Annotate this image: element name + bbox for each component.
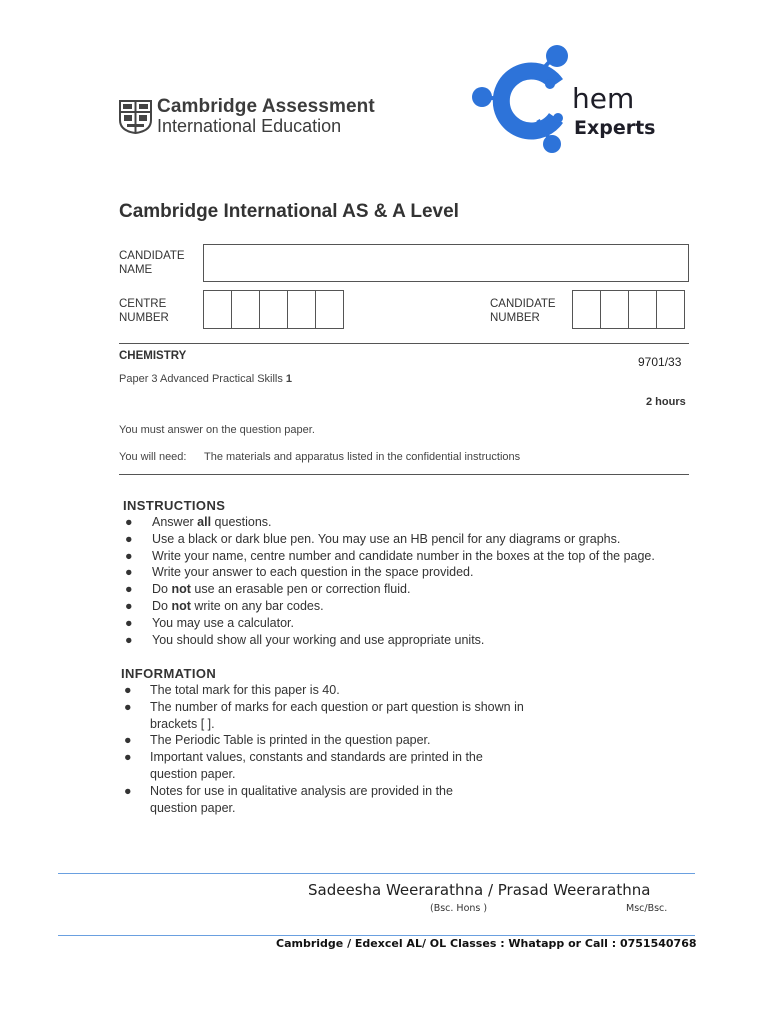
instruction-text: questions. bbox=[211, 515, 272, 529]
paper-code: 9701/33 bbox=[638, 355, 682, 369]
information-text: The Periodic Table is printed in the question paper. bbox=[150, 733, 431, 748]
subject: CHEMISTRY bbox=[119, 350, 187, 362]
chem-logo-text: hem bbox=[572, 82, 635, 115]
candidate-number-cell[interactable] bbox=[572, 290, 601, 329]
instruction-text: Do bbox=[152, 582, 172, 597]
paper-number: 1 bbox=[285, 373, 293, 385]
instruction-item bbox=[121, 548, 711, 565]
bullet: ● bbox=[124, 750, 132, 765]
need-label: You will need: bbox=[119, 451, 187, 463]
candidate-number-cell[interactable] bbox=[628, 290, 657, 329]
information-title: INFORMATION bbox=[121, 666, 217, 681]
candidate-number-label bbox=[490, 297, 556, 325]
information-item bbox=[120, 732, 600, 749]
candidate-number-boxes[interactable] bbox=[572, 290, 685, 329]
information-list bbox=[120, 682, 600, 816]
centre-number-label-line1: CENTRE bbox=[119, 298, 167, 310]
instruction-item bbox=[121, 564, 711, 581]
instruction-item bbox=[121, 581, 711, 598]
centre-number-cell[interactable] bbox=[231, 290, 260, 329]
centre-number-cell[interactable] bbox=[203, 290, 232, 329]
instruction-text: Write your answer to each question in the space provided. bbox=[152, 565, 474, 580]
instruction-bold: all bbox=[197, 515, 212, 529]
instruction-text: Do bbox=[152, 598, 172, 613]
instruction-item bbox=[121, 531, 711, 548]
footer-divider bbox=[58, 873, 695, 874]
chem-logo-subtext: Experts bbox=[574, 117, 656, 139]
instruction-item bbox=[121, 615, 711, 632]
instruction-text: write on any bar codes. bbox=[190, 598, 324, 613]
answer-note: You must answer on the question paper. bbox=[119, 424, 315, 436]
bullet: ● bbox=[125, 548, 133, 563]
information-item bbox=[120, 699, 600, 733]
cambridge-shield-icon bbox=[119, 100, 152, 134]
centre-number-label bbox=[119, 297, 169, 325]
paper-title bbox=[119, 373, 292, 385]
information-text: Notes for use in qualitative analysis are provided in the bbox=[150, 783, 453, 798]
author-names: Sadeesha Weerarathna / Prasad Weerarathna bbox=[308, 881, 651, 899]
candidate-number-label-line1: CANDIDATE bbox=[490, 298, 556, 310]
instruction-bold: not bbox=[171, 582, 191, 597]
candidate-name-label bbox=[119, 249, 185, 277]
candidate-number-cell[interactable] bbox=[656, 290, 685, 329]
divider bbox=[119, 343, 689, 344]
information-text: The number of marks for each question or part question is shown in bbox=[150, 699, 524, 714]
bullet: ● bbox=[125, 565, 133, 580]
exam-title: Cambridge International AS & A Level bbox=[119, 201, 459, 222]
candidate-name-label-line2: NAME bbox=[119, 264, 153, 276]
bullet: ● bbox=[124, 783, 132, 798]
paper-title-text: Paper 3 Advanced Practical Skills bbox=[119, 373, 286, 385]
instruction-item bbox=[121, 632, 711, 649]
bullet: ● bbox=[125, 598, 133, 613]
instruction-text: use an erasable pen or correction fluid. bbox=[190, 582, 411, 597]
instruction-text: You may use a calculator. bbox=[152, 615, 294, 630]
need-text: The materials and apparatus listed in the confidential instructions bbox=[204, 451, 521, 463]
author-qualification-1: (Bsc. Hons ) bbox=[430, 903, 488, 914]
bullet: ● bbox=[125, 531, 133, 546]
information-item bbox=[120, 682, 600, 699]
information-text: brackets [ ]. bbox=[150, 716, 215, 731]
candidate-number-cell[interactable] bbox=[600, 290, 629, 329]
information-text: The total mark for this paper is 40. bbox=[150, 683, 340, 697]
divider bbox=[119, 474, 689, 475]
bullet: ● bbox=[125, 582, 133, 597]
instruction-item bbox=[121, 598, 711, 615]
centre-number-cell[interactable] bbox=[287, 290, 316, 329]
bullet: ● bbox=[124, 699, 132, 714]
information-text: question paper. bbox=[150, 800, 236, 815]
information-item bbox=[120, 783, 600, 817]
information-item bbox=[120, 749, 600, 783]
cambridge-assessment-logo bbox=[119, 96, 375, 138]
instructions-title: INSTRUCTIONS bbox=[123, 498, 226, 513]
candidate-name-label-line1: CANDIDATE bbox=[119, 250, 185, 262]
bullet: ● bbox=[124, 733, 132, 748]
bullet: ● bbox=[125, 515, 133, 529]
chem-experts-logo bbox=[468, 44, 668, 154]
duration: 2 hours bbox=[646, 396, 686, 408]
footer-divider bbox=[58, 935, 695, 936]
instruction-text: Use a black or dark blue pen. You may use an HB pencil for any diagrams or graphs. bbox=[152, 531, 621, 546]
cambridge-logo-line1: Cambridge Assessment bbox=[157, 96, 375, 117]
bullet: ● bbox=[125, 615, 133, 630]
centre-number-cell[interactable] bbox=[315, 290, 344, 329]
chem-molecule-icon bbox=[468, 44, 588, 154]
cambridge-logo-line2: International Education bbox=[157, 116, 342, 136]
author-qualification-2: Msc/Bsc. bbox=[626, 903, 668, 914]
instruction-text: Answer bbox=[152, 515, 198, 529]
contact-line: Cambridge / Edexcel AL/ OL Classes : Whatapp or Call : 0751540768 bbox=[276, 937, 697, 950]
instruction-item bbox=[121, 514, 711, 531]
centre-number-label-line2: NUMBER bbox=[119, 312, 169, 324]
instructions-list bbox=[121, 514, 711, 648]
instruction-text: You should show all your working and use appropriate units. bbox=[152, 632, 485, 647]
information-text: question paper. bbox=[150, 766, 236, 781]
bullet: ● bbox=[125, 632, 133, 647]
instruction-text: Write your name, centre number and candidate number in the boxes at the top of the page. bbox=[152, 548, 655, 563]
centre-number-boxes[interactable] bbox=[203, 290, 344, 329]
bullet: ● bbox=[124, 683, 132, 697]
information-text: Important values, constants and standards are printed in the bbox=[150, 750, 483, 765]
instruction-bold: not bbox=[171, 598, 191, 613]
centre-number-cell[interactable] bbox=[259, 290, 288, 329]
candidate-name-box[interactable] bbox=[203, 244, 689, 282]
candidate-number-label-line2: NUMBER bbox=[490, 312, 540, 324]
